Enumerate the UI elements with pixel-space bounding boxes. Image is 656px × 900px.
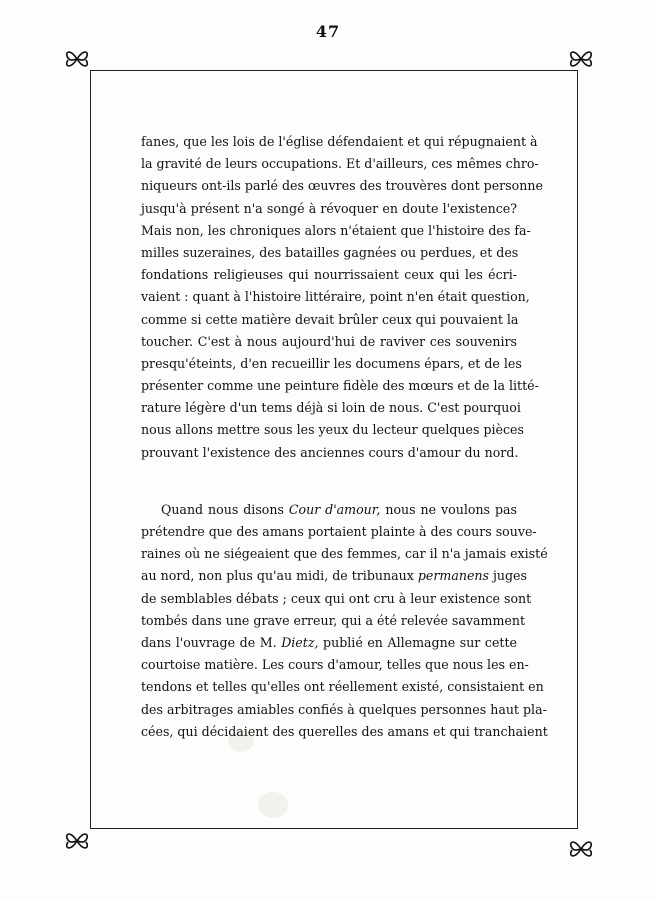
text-line: toucher. C'est à nous aujourd'hui de raviver ces souvenirs xyxy=(141,333,517,349)
text-line: fondations religieuses qui nourrissaient ceux qui les écri- xyxy=(141,267,517,283)
text-line: Mais non, les chroniques alors n'étaient que l'histoire des fa- xyxy=(141,222,531,238)
text-line: tendons et telles qu'elles ont réellement existé, consistaient en xyxy=(141,679,544,695)
text-line: la gravité de leurs occupations. Et d'ailleurs, ces mêmes chro- xyxy=(141,156,539,172)
text-line xyxy=(141,632,517,654)
text-line: nous allons mettre sous les yeux du lecteur quelques pièces xyxy=(141,422,524,438)
text-line: presqu'éteints, d'en recueillir les documens épars, et de les xyxy=(141,355,522,371)
text-line: jusqu'à présent n'a songé à révoquer en doute l'existence? xyxy=(141,200,517,216)
paragraph-1 xyxy=(141,131,543,464)
text-line: fanes, que les lois de l'église défendaient et qui répugnaient à xyxy=(141,134,538,149)
text-line: tombés dans une grave erreur, qui a été relevée savamment xyxy=(141,612,526,628)
text-line xyxy=(141,499,517,521)
paragraph-gap xyxy=(141,464,517,499)
text-run: publié en Allemagne sur cette xyxy=(318,634,517,650)
text-line: présenter comme une peinture fidèle des mœurs et de la litté- xyxy=(141,378,539,394)
text-line: prouvant l'existence des anciennes cours d'amour du nord. xyxy=(141,444,519,460)
corner-ornament-bottom-left-icon xyxy=(62,826,92,856)
italic-term: Cour d'amour, xyxy=(288,501,381,517)
corner-ornament-top-right-icon xyxy=(566,44,596,74)
text-line xyxy=(141,565,527,587)
text-run: juges xyxy=(488,568,527,584)
text-line: milles suzeraines, des batailles gagnées ou perdues, et des xyxy=(141,244,519,260)
paragraph-2 xyxy=(141,499,548,743)
body-text xyxy=(141,131,548,743)
text-line: prétendre que des amans portaient plainte à des cours souve- xyxy=(141,524,537,539)
text-line: niqueurs ont-ils parlé des œuvres des trouvères dont personne xyxy=(141,178,543,194)
text-line: courtoise matière. Les cours d'amour, telles que nous les en- xyxy=(141,657,529,673)
corner-ornament-bottom-right-icon xyxy=(566,834,596,864)
text-run: au nord, non plus qu'au midi, de tribunaux xyxy=(141,568,418,584)
text-line: raines où ne siégeaient que des femmes, car il n'a jamais existé xyxy=(141,546,548,562)
text-run: nous ne voulons pas xyxy=(380,501,517,517)
text-run: Quand nous disons xyxy=(161,501,289,517)
text-line: de semblables débats ; ceux qui ont cru à leur existence sont xyxy=(141,590,532,606)
text-line: comme si cette matière devait brûler ceux qui pouvaient la xyxy=(141,311,519,327)
text-line: cées, qui décidaient des querelles des amans et qui tranchaient xyxy=(141,723,548,739)
italic-term: Dietz, xyxy=(281,634,319,650)
text-run: dans l'ouvrage de M. xyxy=(141,634,282,650)
text-line: des arbitrages amiables confiés à quelques personnes haut pla- xyxy=(141,701,547,717)
page-number: 47 xyxy=(315,22,341,41)
text-line: rature légère d'un tems déjà si loin de nous. C'est pourquoi xyxy=(141,400,521,416)
paper-stain xyxy=(258,792,288,818)
corner-ornament-top-left-icon xyxy=(62,44,92,74)
italic-term: permanens xyxy=(417,568,489,584)
text-line: vaient : quant à l'histoire littéraire, point n'en était question, xyxy=(141,289,530,305)
